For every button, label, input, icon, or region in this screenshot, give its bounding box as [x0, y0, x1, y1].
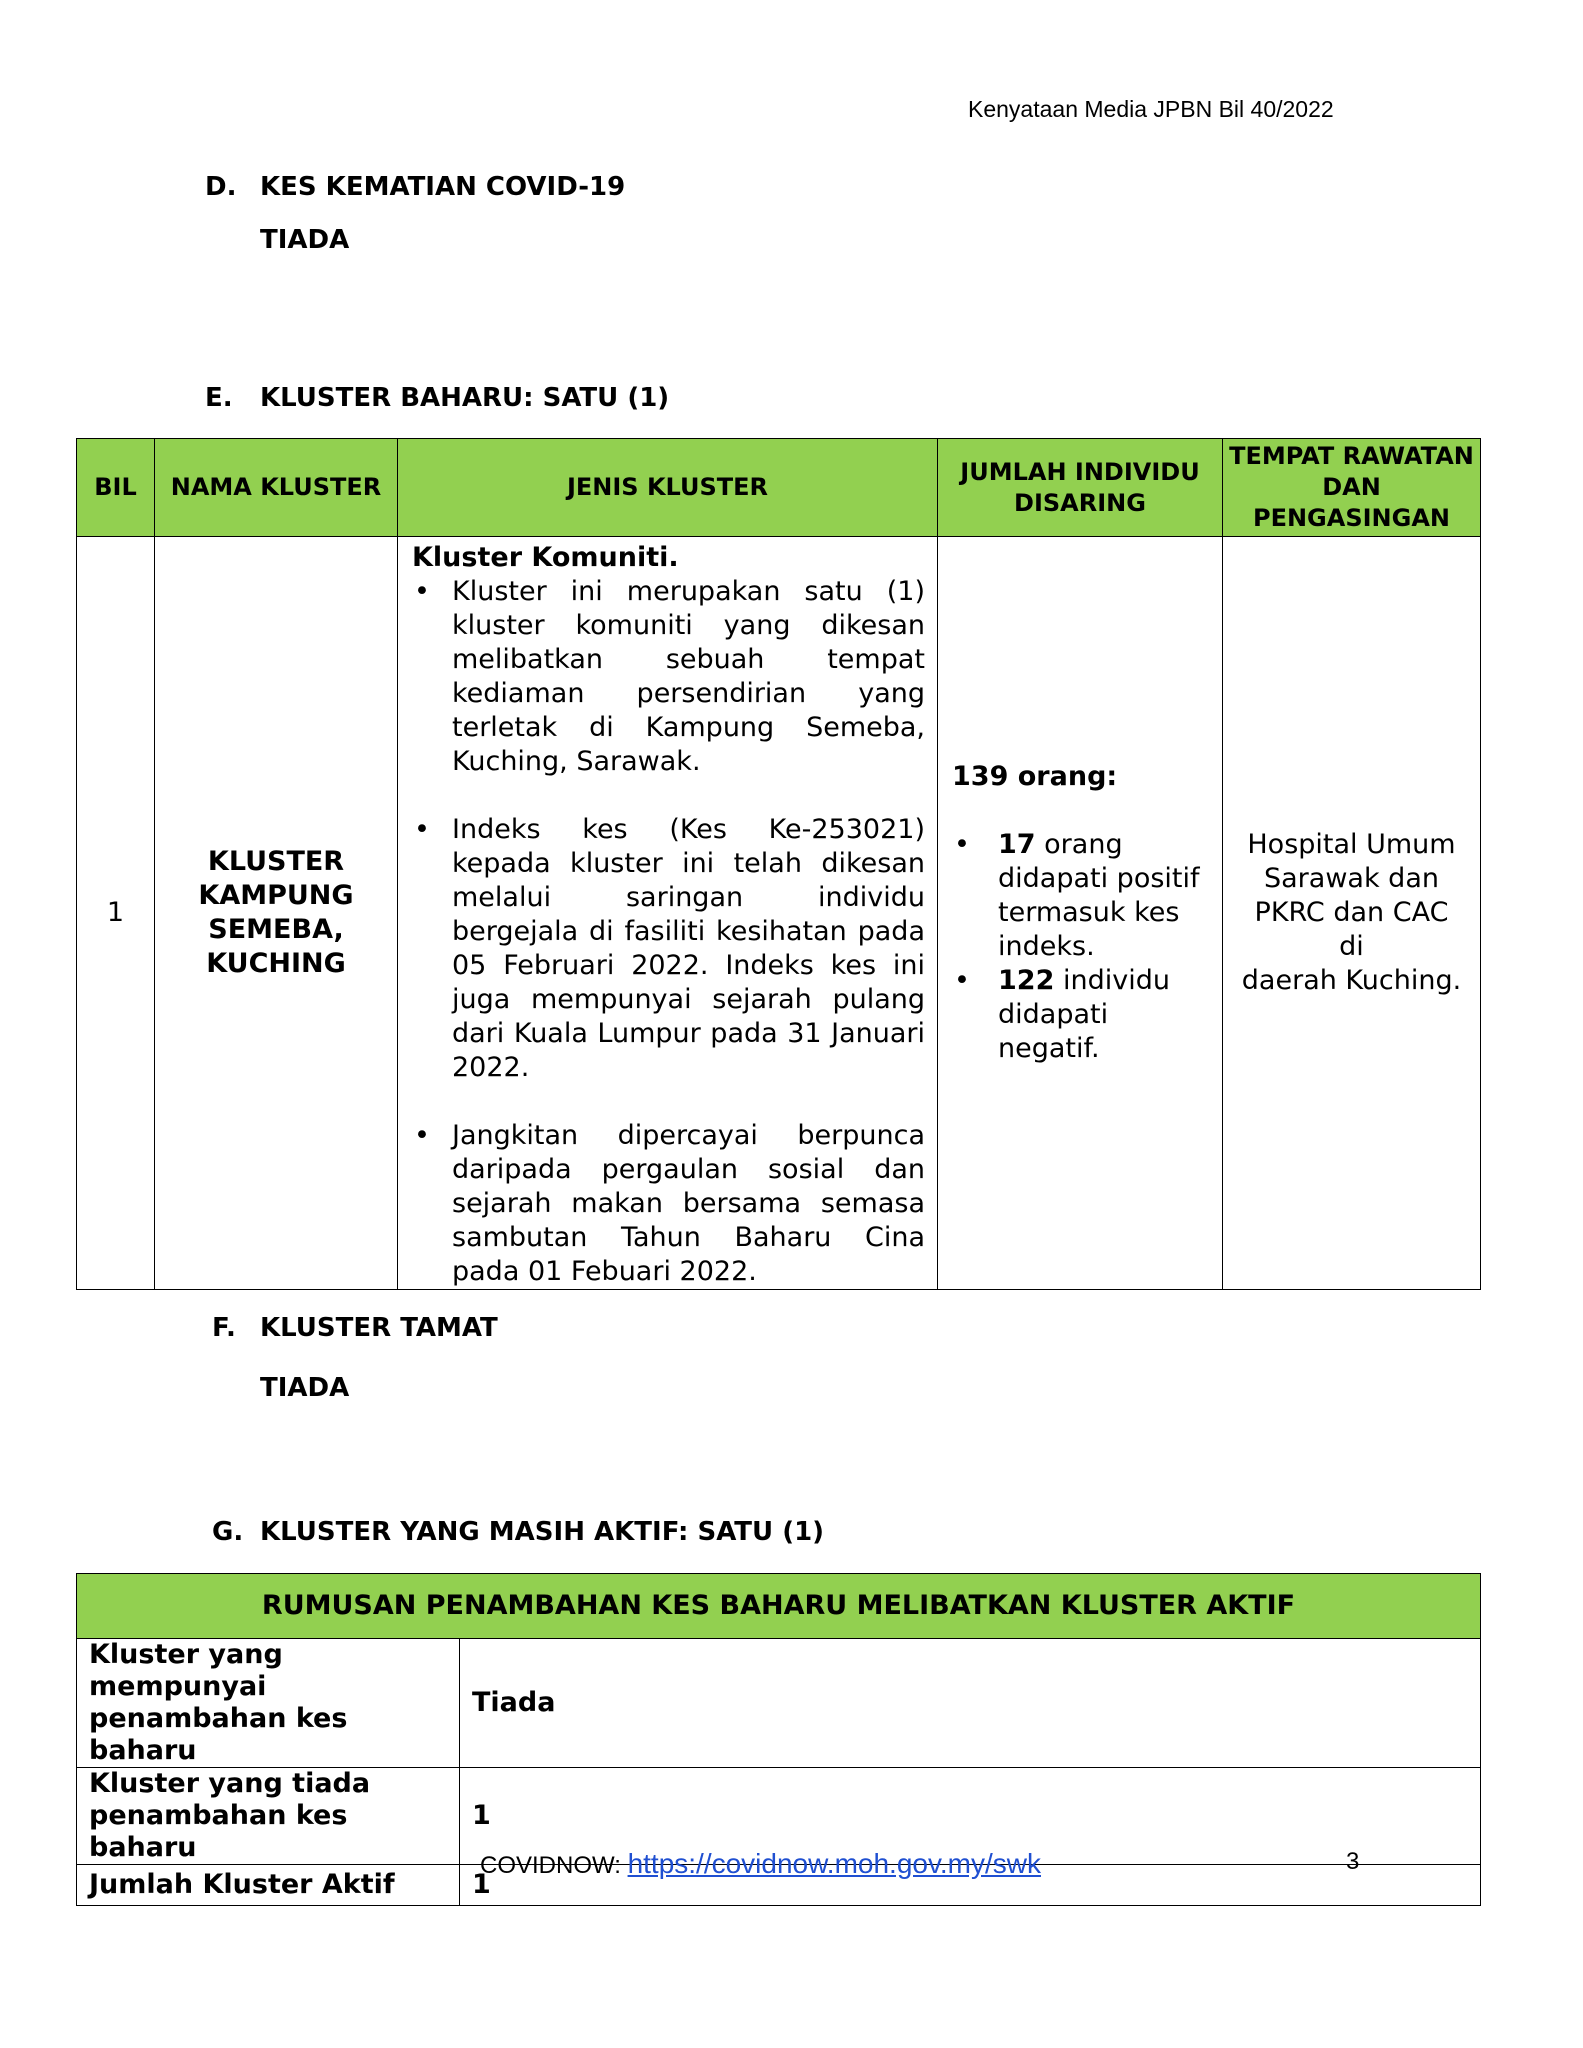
summary-value: 1 [460, 1768, 1481, 1865]
summary-value: 1 [460, 1865, 1481, 1906]
table-row [77, 1639, 1481, 1768]
jenis-title: Kluster Komuniti. [412, 542, 679, 573]
summary-value: Tiada [460, 1639, 1481, 1768]
section-e-letter: E. [205, 383, 233, 413]
nama-line: KAMPUNG [198, 880, 354, 911]
cell-tempat-rawatan [1223, 537, 1481, 1290]
list-item [412, 575, 925, 779]
section-g-heading [212, 1517, 824, 1547]
section-d-title: KES KEMATIAN COVID-19 [260, 172, 626, 202]
footer-covidnow [480, 1848, 1041, 1880]
cell-jumlah-disaring [938, 537, 1223, 1290]
negative-count: 122 [998, 965, 1055, 996]
cell-bil: 1 [77, 537, 155, 1290]
bullet-icon: • [954, 829, 970, 860]
section-d-letter: D. [205, 172, 237, 202]
list-item-text: Indeks kes (Kes Ke-253021) kepada kluster ini telah dikesan melalui saringan individu bergejala di fasiliti kesihatan pada 05 Februari 2022. Indeks kes ini juga mempunyai sejarah pulang dari Kuala Lumpur pada 31 Januari 2022. [452, 814, 925, 1083]
tempat-line: Sarawak dan [1264, 863, 1439, 894]
header-jumlah-disaring: JUMLAH INDIVIDU DISARING [938, 439, 1223, 537]
section-g-title: KLUSTER YANG MASIH AKTIF: SATU (1) [260, 1517, 825, 1547]
tempat-line: daerah Kuching. [1241, 965, 1462, 996]
summary-label: Jumlah Kluster Aktif [77, 1865, 460, 1906]
section-f-title: KLUSTER TAMAT [260, 1313, 498, 1343]
jumlah-bullet-list [952, 828, 1210, 1066]
list-item-text: Kluster ini merupakan satu (1) kluster komuniti yang dikesan melibatkan sebuah tempat kediaman persendirian yang terletak di Kampung Semeba, Kuching, Sarawak. [452, 576, 925, 777]
cell-nama-kluster [155, 537, 398, 1290]
list-item [952, 964, 1210, 1066]
section-d-heading [205, 172, 625, 202]
list-item [412, 1119, 925, 1289]
tempat-line: Hospital Umum [1247, 829, 1456, 860]
section-e-title: KLUSTER BAHARU: SATU (1) [260, 383, 670, 413]
cell-jenis-kluster [398, 537, 938, 1290]
list-item [412, 813, 925, 1085]
negative-text: individu didapati negatif. [998, 965, 1170, 1064]
bullet-icon: • [414, 576, 430, 607]
new-cluster-header-row [77, 439, 1481, 537]
nama-line: KUCHING [206, 948, 346, 979]
section-d-value: TIADA [260, 225, 350, 255]
tempat-line: PKRC dan CAC di [1254, 897, 1449, 962]
header-jenis-kluster: JENIS KLUSTER [398, 439, 938, 537]
bullet-icon: • [414, 814, 430, 845]
summary-label: Kluster yang mempunyai penambahan kes baharu [77, 1639, 460, 1768]
list-item-text: Jangkitan dipercayai berpunca daripada pergaulan sosial dan sejarah makan bersama semasa sambutan Tahun Baharu Cina pada 01 Febuari 2022. [452, 1120, 925, 1287]
bullet-icon: • [414, 1120, 430, 1151]
nama-line: KLUSTER [207, 846, 345, 877]
positive-text: orang didapati positif termasuk kes indeks. [998, 829, 1200, 962]
section-g-letter: G. [212, 1517, 244, 1547]
document-reference: Kenyataan Media JPBN Bil 40/2022 [968, 96, 1334, 122]
section-e-heading [205, 383, 669, 413]
header-nama-kluster: NAMA KLUSTER [155, 439, 398, 537]
section-f-heading [212, 1313, 498, 1343]
summary-label: Kluster yang tiada penambahan kes baharu [77, 1768, 460, 1865]
jenis-bullet-list [412, 575, 925, 1289]
covidnow-link[interactable]: https://covidnow.moh.gov.my/swk [627, 1848, 1041, 1879]
header-tempat-rawatan: TEMPAT RAWATAN DAN PENGASINGAN [1223, 439, 1481, 537]
summary-header-row [77, 1574, 1481, 1639]
page-number: 3 [1346, 1848, 1360, 1875]
nama-line: SEMEBA, [208, 914, 344, 945]
header-bil: BIL [77, 439, 155, 537]
footer-prefix: COVIDNOW: [480, 1852, 628, 1879]
table-row [77, 537, 1481, 1290]
new-cluster-table [76, 438, 1481, 1290]
positive-count: 17 [998, 829, 1036, 860]
bullet-icon: • [954, 965, 970, 996]
jumlah-title: 139 orang: [952, 761, 1118, 792]
list-item [952, 828, 1210, 964]
section-f-letter: F. [212, 1313, 236, 1343]
summary-header: RUMUSAN PENAMBAHAN KES BAHARU MELIBATKAN KLUSTER AKTIF [77, 1574, 1481, 1639]
section-f-value: TIADA [260, 1373, 350, 1403]
